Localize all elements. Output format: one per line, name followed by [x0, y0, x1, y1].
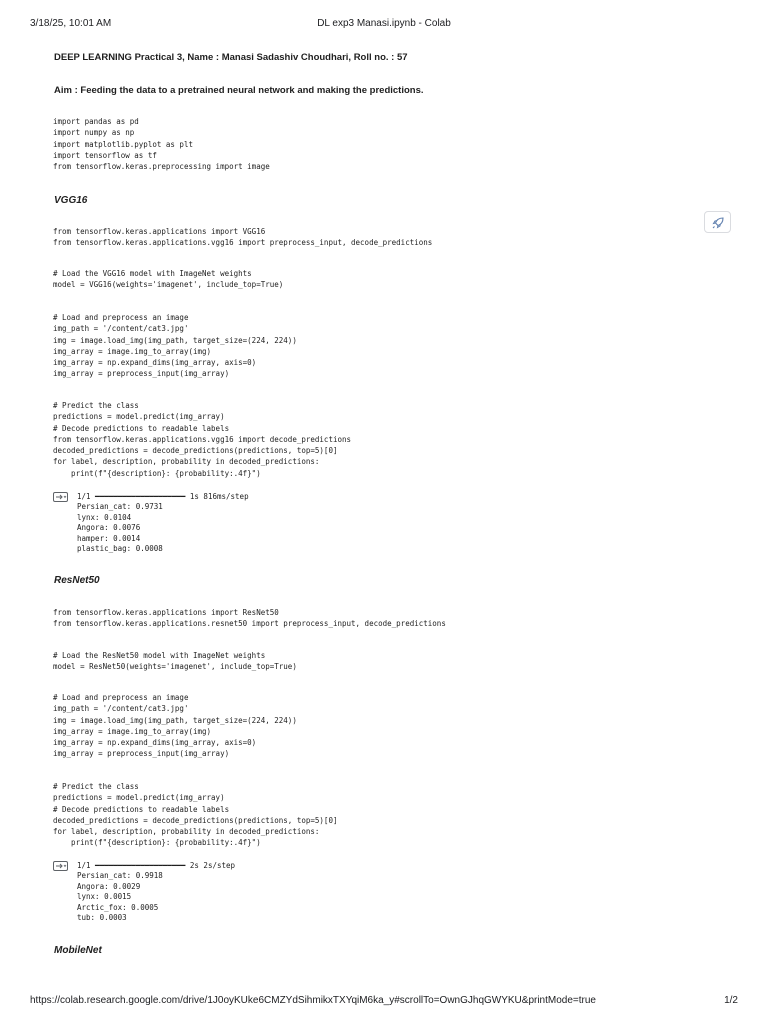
resnet50-load-image-code-cell[interactable]: # Load and preprocess an image img_path = '/content/cat3.jpg' img = image.load_img(img_path, target_size=(224, 224)) img_array = image.img_to_array(img) img_array = np.expand_dims(img_array, axis=0) img_array = preprocess_input(img_array) [53, 693, 297, 759]
page-number: 1/2 [724, 995, 738, 1006]
vgg16-import-code-cell[interactable]: from tensorflow.keras.applications import VGG16 from tensorflow.keras.applications.vgg16 import preprocess_input, decode_predictions [53, 227, 433, 248]
resnet50-output: 1/1 ━━━━━━━━━━━━━━━━━━━━ 2s 2s/step Persian_cat: 0.9918 Angora: 0.0029 lynx: 0.0015 Arctic_fox: 0.0005 tub: 0.0003 [77, 861, 236, 923]
resnet50-import-code-cell[interactable]: from tensorflow.keras.applications import ResNet50 from tensorflow.keras.applications.resnet50 import preprocess_input, decode_predictions [53, 608, 446, 629]
vgg16-load-model-code-cell[interactable]: # Load the VGG16 model with ImageNet weights model = VGG16(weights='imagenet', include_top=True) [53, 269, 284, 290]
print-url[interactable]: https://colab.research.google.com/drive/1J0oyKUke6CMZYdSihmikxTXYqiM6ka_y#scrollTo=OwnGJhqGWYKU&printMode=true [30, 995, 596, 1006]
vgg16-heading: VGG16 [54, 195, 88, 206]
print-title: DL exp3 Manasi.ipynb - Colab [317, 18, 451, 29]
resnet50-predict-code-cell[interactable]: # Predict the class predictions = model.predict(img_array) # Decode predictions to readable labels decoded_predictions = decode_predictions(predictions, top=5)[0] for label, description, probability in decoded_predictions: print(f"{description}: {probability:.4f}") [53, 782, 338, 848]
vgg16-predict-code-cell[interactable]: # Predict the class predictions = model.predict(img_array) # Decode predictions to readable labels from tensorflow.keras.applications.vgg16 import decode_predictions decoded_predictions = decode_predictions(predictions, top=5)[0] for label, description, probability in decoded_predictions: print(f"{description}: {probability:.4f}") [53, 401, 352, 478]
print-datetime: 3/18/25, 10:01 AM [30, 18, 112, 29]
resnet50-heading: ResNet50 [54, 575, 100, 586]
mobilenet-heading: MobileNet [54, 945, 102, 956]
vgg16-load-image-code-cell[interactable]: # Load and preprocess an image img_path = '/content/cat3.jpg' img = image.load_img(img_path, target_size=(224, 224)) img_array = image.img_to_array(img) img_array = np.expand_dims(img_array, axis=0) img_array = preprocess_input(img_array) [53, 313, 297, 379]
rocket-icon[interactable] [704, 211, 731, 233]
aim-text: Aim : Feeding the data to a pretrained neural network and making the predictions. [54, 85, 424, 96]
output-toggle-icon[interactable] [53, 492, 68, 502]
vgg16-output: 1/1 ━━━━━━━━━━━━━━━━━━━━ 1s 816ms/step Persian_cat: 0.9731 lynx: 0.0104 Angora: 0.0076 hamper: 0.0014 plastic_bag: 0.0008 [77, 492, 249, 554]
output-toggle-icon[interactable] [53, 861, 68, 871]
imports-code-cell[interactable]: import pandas as pd import numpy as np import matplotlib.pyplot as plt import tensorflow as tf from tensorflow.keras.preprocessing import image [53, 117, 270, 172]
notebook-title: DEEP LEARNING Practical 3, Name : Manasi Sadashiv Choudhari, Roll no. : 57 [54, 52, 408, 63]
resnet50-load-model-code-cell[interactable]: # Load the ResNet50 model with ImageNet weights model = ResNet50(weights='imagenet', include_top=True) [53, 651, 297, 672]
